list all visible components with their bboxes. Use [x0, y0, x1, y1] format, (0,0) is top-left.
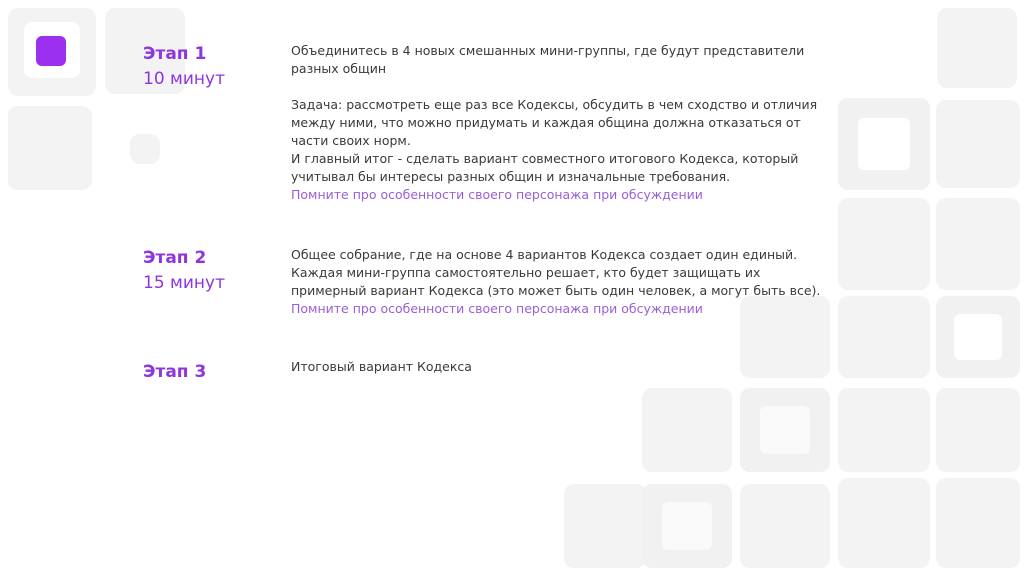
- stage-2-task: Каждая мини-группа самостоятельно решает, кто будет защищать их примерный вариант Кодекса (это может быть один человек, а могут быть все).: [291, 265, 821, 298]
- decor-square: [838, 478, 930, 568]
- decor-square: [838, 296, 930, 378]
- stage-1-time: 10 минут: [143, 69, 225, 89]
- stage-1-intro: Объединитесь в 4 новых смешанных мини-группы, где будут представители разных общин: [291, 43, 805, 76]
- stage-3-header: [143, 360, 273, 385]
- decor-square: [642, 388, 732, 472]
- decor-square: [8, 106, 92, 190]
- decor-square: [936, 478, 1020, 568]
- stage-1-note: Помните про особенности своего персонажа при обсуждении: [291, 187, 703, 202]
- stage-2-header: [143, 246, 273, 296]
- decor-square: [936, 388, 1020, 472]
- stage-2-title: Этап 2: [143, 248, 207, 268]
- decor-square: [936, 100, 1020, 188]
- stage-3-text: [291, 358, 831, 376]
- decor-square: [838, 388, 930, 472]
- decor-square: [936, 296, 1020, 378]
- decor-square: [740, 484, 830, 568]
- stage-2-time: 15 минут: [143, 273, 225, 293]
- stage-2-intro: Общее собрание, где на основе 4 вариантов Кодекса создает один единый.: [291, 247, 798, 262]
- stage-1-header: [143, 42, 273, 92]
- stage-1-task: Задача: рассмотреть еще раз все Кодексы, обсудить в чем сходство и отличия между ними, что можно придумать и каждая община должна отказаться от части своих норм.: [291, 97, 818, 148]
- decor-square: [838, 98, 930, 190]
- logo-square-icon: [36, 36, 66, 66]
- decor-square: [937, 8, 1017, 88]
- decor-square: [740, 388, 830, 472]
- decor-square: [564, 484, 646, 568]
- decor-square: [130, 134, 160, 164]
- stage-3-intro: Итоговый вариант Кодекса: [291, 359, 472, 374]
- stage-3-title: Этап 3: [143, 362, 207, 382]
- stage-1-title: Этап 1: [143, 44, 207, 64]
- decor-square: [936, 198, 1020, 290]
- decor-square: [642, 484, 732, 568]
- decor-square: [838, 198, 930, 290]
- stage-1-result: И главный итог - сделать вариант совместного итогового Кодекса, который учитывал бы интересы разных общин и изначальные требования.: [291, 151, 799, 184]
- stage-2-text: [291, 246, 831, 318]
- stage-2-note: Помните про особенности своего персонажа при обсуждении: [291, 301, 703, 316]
- stage-1-text: [291, 42, 831, 204]
